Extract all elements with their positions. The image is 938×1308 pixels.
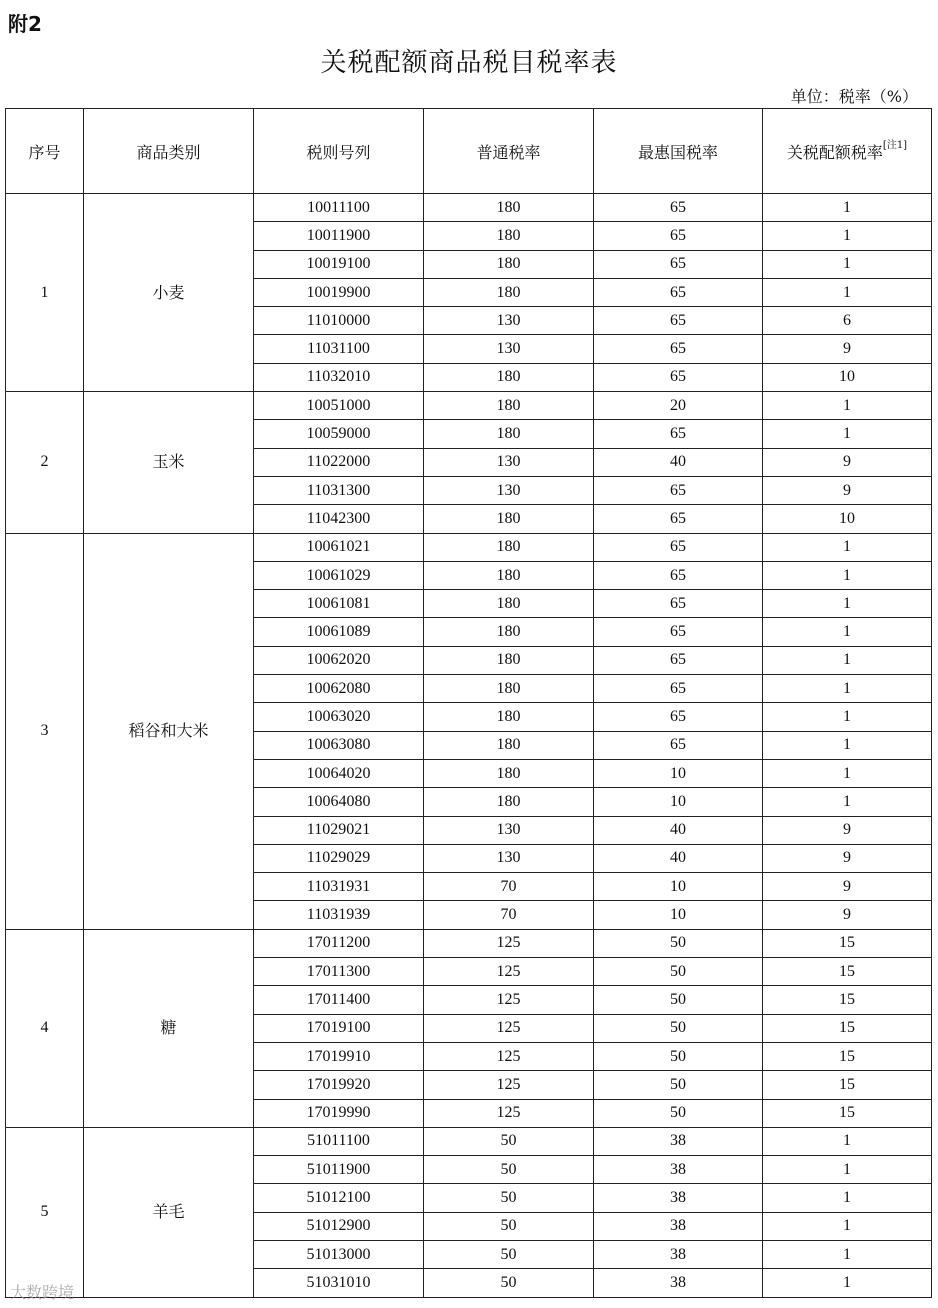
tariff-code-cell: 17011400: [254, 986, 424, 1014]
general-rate-cell: 180: [424, 222, 594, 250]
quota-rate-cell: 1: [763, 392, 932, 420]
category-cell: 玉米: [84, 392, 254, 533]
tariff-code-cell: 11029029: [254, 844, 424, 872]
tariff-code-cell: 11031939: [254, 901, 424, 929]
tariff-code-cell: 51011100: [254, 1127, 424, 1155]
mfn-rate-cell: 65: [594, 505, 763, 533]
mfn-rate-cell: 50: [594, 929, 763, 957]
tariff-code-cell: 17019100: [254, 1014, 424, 1042]
mfn-rate-cell: 20: [594, 392, 763, 420]
header-category: 商品类别: [84, 109, 254, 194]
quota-rate-cell: 1: [763, 561, 932, 589]
general-rate-cell: 180: [424, 278, 594, 306]
seq-cell: 4: [6, 929, 84, 1127]
tariff-code-cell: 17019990: [254, 1099, 424, 1127]
mfn-rate-cell: 38: [594, 1240, 763, 1268]
mfn-rate-cell: 38: [594, 1127, 763, 1155]
tariff-code-cell: 10011100: [254, 194, 424, 222]
mfn-rate-cell: 65: [594, 278, 763, 306]
general-rate-cell: 70: [424, 873, 594, 901]
general-rate-cell: 130: [424, 816, 594, 844]
tariff-code-cell: 11031100: [254, 335, 424, 363]
mfn-rate-cell: 38: [594, 1269, 763, 1297]
general-rate-cell: 180: [424, 618, 594, 646]
quota-rate-cell: 1: [763, 222, 932, 250]
mfn-rate-cell: 65: [594, 250, 763, 278]
category-cell: 小麦: [84, 194, 254, 392]
mfn-rate-cell: 40: [594, 844, 763, 872]
tariff-code-cell: 10064080: [254, 788, 424, 816]
tariff-code-cell: 10051000: [254, 392, 424, 420]
tariff-code-cell: 51012900: [254, 1212, 424, 1240]
mfn-rate-cell: 65: [594, 618, 763, 646]
general-rate-cell: 130: [424, 335, 594, 363]
mfn-rate-cell: 10: [594, 759, 763, 787]
mfn-rate-cell: 65: [594, 363, 763, 391]
quota-rate-cell: 15: [763, 1042, 932, 1070]
header-mfn-rate: 最惠国税率: [594, 109, 763, 194]
quota-rate-cell: 15: [763, 1071, 932, 1099]
general-rate-cell: 125: [424, 1071, 594, 1099]
mfn-rate-cell: 50: [594, 1071, 763, 1099]
header-tariff-code: 税则号列: [254, 109, 424, 194]
tariff-code-cell: 51012100: [254, 1184, 424, 1212]
header-quota-rate-label: 关税配额税率: [786, 142, 883, 162]
general-rate-cell: 180: [424, 533, 594, 561]
watermark: 大数跨境: [10, 1283, 75, 1302]
mfn-rate-cell: 65: [594, 561, 763, 589]
general-rate-cell: 125: [424, 958, 594, 986]
general-rate-cell: 180: [424, 703, 594, 731]
quota-rate-cell: 15: [763, 986, 932, 1014]
general-rate-cell: 125: [424, 1099, 594, 1127]
general-rate-cell: 130: [424, 476, 594, 504]
general-rate-cell: 130: [424, 448, 594, 476]
mfn-rate-cell: 65: [594, 590, 763, 618]
header-quota-rate: [763, 109, 932, 194]
mfn-rate-cell: 50: [594, 958, 763, 986]
mfn-rate-cell: 65: [594, 731, 763, 759]
mfn-rate-cell: 65: [594, 222, 763, 250]
tariff-quota-table: [5, 108, 932, 1298]
header-row: [6, 109, 932, 194]
tariff-code-cell: 10019900: [254, 278, 424, 306]
general-rate-cell: 180: [424, 590, 594, 618]
tariff-code-cell: 11032010: [254, 363, 424, 391]
general-rate-cell: 125: [424, 986, 594, 1014]
seq-cell: 1: [6, 194, 84, 392]
quota-rate-cell: 1: [763, 759, 932, 787]
tariff-code-cell: 10063020: [254, 703, 424, 731]
tariff-code-cell: 11022000: [254, 448, 424, 476]
general-rate-cell: 180: [424, 759, 594, 787]
mfn-rate-cell: 65: [594, 646, 763, 674]
mfn-rate-cell: 10: [594, 901, 763, 929]
general-rate-cell: 50: [424, 1184, 594, 1212]
tariff-code-cell: 10061021: [254, 533, 424, 561]
mfn-rate-cell: 65: [594, 194, 763, 222]
general-rate-cell: 180: [424, 561, 594, 589]
tariff-code-cell: 17019920: [254, 1071, 424, 1099]
quota-rate-cell: 9: [763, 476, 932, 504]
mfn-rate-cell: 50: [594, 1014, 763, 1042]
quota-rate-cell: 1: [763, 533, 932, 561]
quota-rate-cell: 9: [763, 816, 932, 844]
category-cell: 羊毛: [84, 1127, 254, 1297]
quota-rate-cell: 1: [763, 618, 932, 646]
tariff-code-cell: 17019910: [254, 1042, 424, 1070]
general-rate-cell: 50: [424, 1269, 594, 1297]
mfn-rate-cell: 65: [594, 420, 763, 448]
mfn-rate-cell: 38: [594, 1184, 763, 1212]
general-rate-cell: 180: [424, 392, 594, 420]
quota-rate-cell: 15: [763, 1099, 932, 1127]
mfn-rate-cell: 65: [594, 335, 763, 363]
tariff-code-cell: 10064020: [254, 759, 424, 787]
tariff-code-cell: 11029021: [254, 816, 424, 844]
quota-rate-cell: 10: [763, 505, 932, 533]
general-rate-cell: 70: [424, 901, 594, 929]
general-rate-cell: 50: [424, 1156, 594, 1184]
mfn-rate-cell: 40: [594, 448, 763, 476]
quota-rate-cell: 1: [763, 788, 932, 816]
tariff-code-cell: 10059000: [254, 420, 424, 448]
tariff-code-cell: 11031931: [254, 873, 424, 901]
quota-rate-cell: 1: [763, 703, 932, 731]
tariff-code-cell: 11010000: [254, 307, 424, 335]
tariff-code-cell: 11031300: [254, 476, 424, 504]
table-row: [6, 533, 932, 561]
quota-rate-cell: 1: [763, 1212, 932, 1240]
tariff-code-cell: 10063080: [254, 731, 424, 759]
quota-rate-cell: 9: [763, 844, 932, 872]
quota-rate-cell: 10: [763, 363, 932, 391]
table-row: [6, 194, 932, 222]
mfn-rate-cell: 65: [594, 533, 763, 561]
general-rate-cell: 180: [424, 250, 594, 278]
tariff-code-cell: 10011900: [254, 222, 424, 250]
tariff-code-cell: 10061089: [254, 618, 424, 646]
quota-rate-cell: 1: [763, 420, 932, 448]
tariff-code-cell: 10061029: [254, 561, 424, 589]
mfn-rate-cell: 38: [594, 1212, 763, 1240]
seq-cell: 5: [6, 1127, 84, 1297]
header-general-rate: 普通税率: [424, 109, 594, 194]
table-body: [6, 194, 932, 1298]
mfn-rate-cell: 38: [594, 1156, 763, 1184]
quota-rate-cell: 1: [763, 1269, 932, 1297]
general-rate-cell: 180: [424, 788, 594, 816]
tariff-code-cell: 51031010: [254, 1269, 424, 1297]
general-rate-cell: 180: [424, 646, 594, 674]
quota-rate-cell: 9: [763, 901, 932, 929]
quota-rate-cell: 1: [763, 675, 932, 703]
quota-rate-cell: 1: [763, 731, 932, 759]
category-cell: 糖: [84, 929, 254, 1127]
quota-rate-cell: 1: [763, 1127, 932, 1155]
quota-rate-cell: 1: [763, 194, 932, 222]
general-rate-cell: 50: [424, 1240, 594, 1268]
quota-rate-cell: 1: [763, 1184, 932, 1212]
quota-rate-cell: 1: [763, 278, 932, 306]
tariff-code-cell: 11042300: [254, 505, 424, 533]
general-rate-cell: 125: [424, 1042, 594, 1070]
general-rate-cell: 130: [424, 307, 594, 335]
quota-rate-cell: 6: [763, 307, 932, 335]
quota-rate-cell: 9: [763, 873, 932, 901]
mfn-rate-cell: 40: [594, 816, 763, 844]
mfn-rate-cell: 50: [594, 986, 763, 1014]
general-rate-cell: 180: [424, 731, 594, 759]
table-row: [6, 929, 932, 957]
general-rate-cell: 180: [424, 675, 594, 703]
quota-rate-cell: 9: [763, 448, 932, 476]
tariff-code-cell: 10062020: [254, 646, 424, 674]
mfn-rate-cell: 65: [594, 703, 763, 731]
quota-rate-cell: 1: [763, 646, 932, 674]
quota-rate-cell: 9: [763, 335, 932, 363]
table-header: [6, 109, 932, 194]
general-rate-cell: 180: [424, 363, 594, 391]
mfn-rate-cell: 65: [594, 307, 763, 335]
header-seq: 序号: [6, 109, 84, 194]
tariff-code-cell: 17011200: [254, 929, 424, 957]
mfn-rate-cell: 65: [594, 476, 763, 504]
tariff-code-cell: 17011300: [254, 958, 424, 986]
quota-rate-cell: 15: [763, 929, 932, 957]
quota-rate-cell: 15: [763, 958, 932, 986]
general-rate-cell: 130: [424, 844, 594, 872]
category-cell: 稻谷和大米: [84, 533, 254, 929]
quota-rate-cell: 1: [763, 1156, 932, 1184]
general-rate-cell: 180: [424, 420, 594, 448]
tariff-code-cell: 10062080: [254, 675, 424, 703]
quota-rate-cell: 1: [763, 1240, 932, 1268]
quota-rate-cell: 1: [763, 590, 932, 618]
general-rate-cell: 180: [424, 194, 594, 222]
general-rate-cell: 50: [424, 1212, 594, 1240]
seq-cell: 2: [6, 392, 84, 533]
tariff-code-cell: 51013000: [254, 1240, 424, 1268]
table-row: [6, 1127, 932, 1155]
mfn-rate-cell: 65: [594, 675, 763, 703]
unit-note: 单位：税率（%）: [790, 87, 918, 106]
general-rate-cell: 180: [424, 505, 594, 533]
mfn-rate-cell: 50: [594, 1099, 763, 1127]
mfn-rate-cell: 10: [594, 873, 763, 901]
tariff-code-cell: 51011900: [254, 1156, 424, 1184]
document-title: 关税配额商品税目税率表: [320, 48, 618, 78]
tariff-code-cell: 10019100: [254, 250, 424, 278]
header-quota-note: [注1]: [882, 139, 908, 151]
quota-rate-cell: 1: [763, 250, 932, 278]
general-rate-cell: 125: [424, 1014, 594, 1042]
annex-label: 附2: [8, 12, 42, 36]
mfn-rate-cell: 10: [594, 788, 763, 816]
mfn-rate-cell: 50: [594, 1042, 763, 1070]
general-rate-cell: 125: [424, 929, 594, 957]
table-row: [6, 392, 932, 420]
quota-rate-cell: 15: [763, 1014, 932, 1042]
tariff-code-cell: 10061081: [254, 590, 424, 618]
general-rate-cell: 50: [424, 1127, 594, 1155]
seq-cell: 3: [6, 533, 84, 929]
